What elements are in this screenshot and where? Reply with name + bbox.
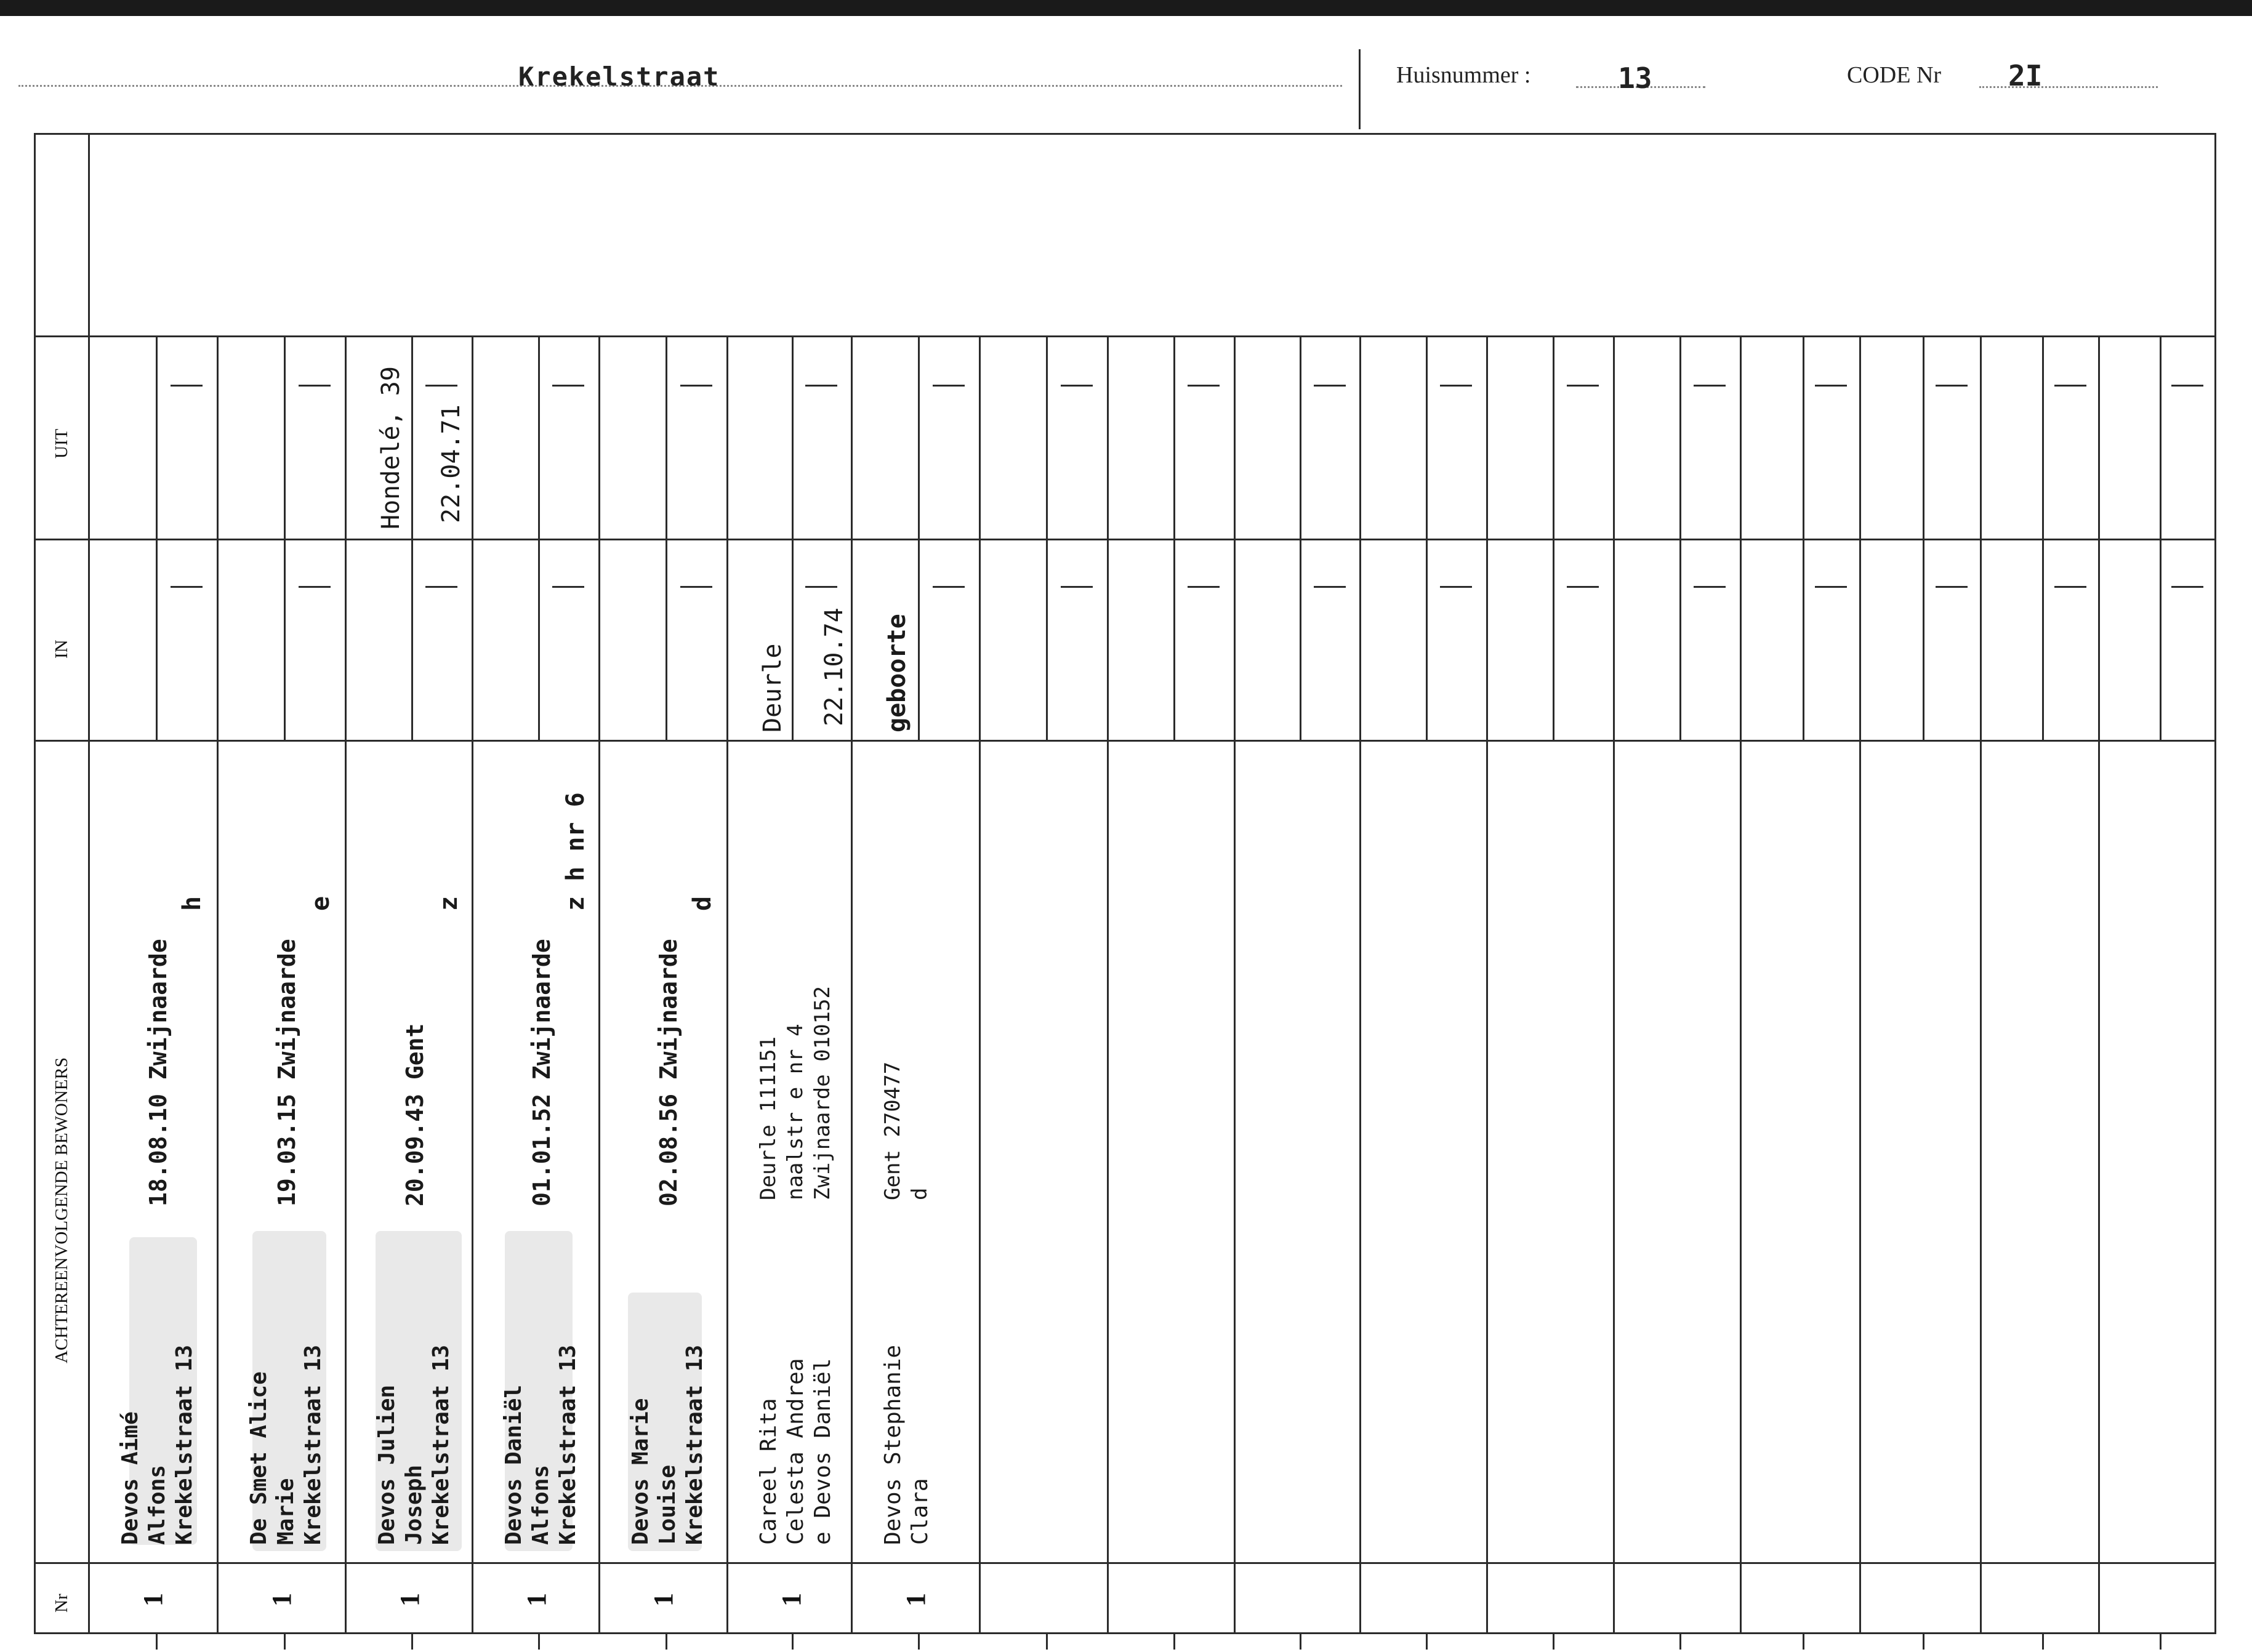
frame-right: [2214, 133, 2216, 1632]
subcolumn-divider: [666, 337, 667, 740]
header-divider: [1359, 49, 1361, 129]
resident-birth: 02.08.56 Zwijnaarde: [655, 939, 682, 1206]
subcolumn-divider: [538, 337, 540, 740]
subcolumn-divider: [792, 337, 794, 740]
subcolumn-divider: [1173, 337, 1175, 740]
empty-dash: [933, 586, 965, 588]
column-divider: [726, 335, 728, 1632]
column-divider: [1234, 335, 1236, 1632]
resident-birth: 18.08.10 Zwijnaarde: [145, 939, 172, 1206]
resident-name-line: Clara: [907, 1478, 933, 1545]
uit-label: UIT: [52, 428, 71, 459]
empty-dash: [1694, 385, 1726, 387]
bottom-tick: [156, 1632, 158, 1650]
column-divider: [598, 335, 600, 1632]
column-divider: [979, 335, 981, 1632]
resident-birth-line: Deurle 111151: [756, 1036, 781, 1200]
resident-name-line: Devos Stephanie: [880, 1344, 906, 1545]
empty-dash: [171, 385, 203, 387]
empty-dash: [680, 385, 712, 387]
resident-name-line: Alfons: [528, 1464, 553, 1545]
bottom-tick: [2042, 1632, 2044, 1650]
empty-dash: [171, 586, 203, 588]
subcolumn-divider: [156, 337, 158, 740]
code-value: 2I: [2008, 59, 2043, 92]
empty-dash: [933, 385, 965, 387]
resident-name-line: e Devos Daniël: [810, 1358, 835, 1545]
resident-nr: 1: [901, 1593, 931, 1606]
column-divider: [1359, 335, 1361, 1632]
resident-birth: 19.03.15 Zwijnaarde: [273, 939, 300, 1206]
resident-name-line: Alfons: [145, 1464, 170, 1545]
nr-label: Nr: [52, 1594, 71, 1613]
bottom-tick: [538, 1632, 540, 1650]
bottom-tick: [1679, 1632, 1681, 1650]
column-divider: [1486, 335, 1488, 1632]
frame-bottom: [34, 1632, 2216, 1634]
in-date: 22.10.74: [820, 607, 848, 726]
bottom-tick: [411, 1632, 413, 1650]
resident-name-line: Joseph: [401, 1464, 427, 1545]
empty-dash: [1815, 586, 1847, 588]
empty-dash: [1440, 385, 1472, 387]
subcolumn-divider: [1426, 337, 1428, 740]
resident-name-line: Careel Rita: [756, 1398, 781, 1545]
bottom-tick: [1300, 1632, 1301, 1650]
empty-dash: [1567, 586, 1599, 588]
empty-dash: [1314, 586, 1346, 588]
resident-birth-line: naalstr e nr 4: [783, 1024, 808, 1200]
empty-dash: [425, 385, 457, 387]
huisnummer-label: Huisnummer :: [1396, 62, 1531, 88]
resident-name-line: Marie: [273, 1478, 299, 1545]
empty-dash: [805, 385, 837, 387]
resident-nr: 1: [267, 1593, 297, 1606]
bottom-tick: [1173, 1632, 1175, 1650]
empty-dash: [2054, 586, 2086, 588]
resident-name-line: Krekelstraat 13: [300, 1344, 326, 1545]
column-divider: [1980, 335, 1982, 1632]
subcolumn-divider: [918, 337, 920, 740]
resident-birth-line: d: [907, 1187, 932, 1200]
subcolumn-divider: [1923, 337, 1924, 740]
bottom-tick: [1426, 1632, 1428, 1650]
resident-name-line: Devos Daniël: [501, 1384, 526, 1545]
empty-dash: [1694, 586, 1726, 588]
huisnummer-value: 13: [1618, 62, 1652, 95]
column-divider: [1740, 335, 1742, 1632]
label-col-divider: [88, 133, 90, 1632]
resident-name-line: Louise: [655, 1464, 680, 1545]
bottom-tick: [666, 1632, 667, 1650]
resident-name-line: Celesta Andrea: [783, 1358, 808, 1545]
subcolumn-divider: [1300, 337, 1301, 740]
resident-birth-line: Gent 270477: [880, 1061, 905, 1200]
column-divider: [851, 335, 853, 1632]
bottom-tick: [1046, 1632, 1048, 1650]
bottom-tick: [284, 1632, 286, 1650]
top-border: [0, 0, 2252, 16]
code-dotline: [1979, 86, 2158, 88]
empty-dash: [299, 586, 331, 588]
empty-dash: [1440, 586, 1472, 588]
empty-dash: [1188, 385, 1220, 387]
sep-bewoners-top: [34, 740, 2216, 742]
empty-dash: [2171, 586, 2203, 588]
column-divider: [217, 335, 219, 1632]
empty-dash: [1188, 586, 1220, 588]
in-place: Deurle: [758, 643, 787, 732]
in-place: geboorte: [883, 614, 911, 732]
empty-dash: [1815, 385, 1847, 387]
empty-dash: [552, 385, 584, 387]
empty-dash: [1936, 385, 1968, 387]
empty-dash: [2054, 385, 2086, 387]
subcolumn-divider: [2160, 337, 2162, 740]
uit-date: 22.04.71: [437, 404, 465, 523]
resident-birth: 20.09.43 Gent: [401, 1023, 428, 1206]
column-divider: [345, 335, 347, 1632]
empty-dash: [425, 586, 457, 588]
subcolumn-divider: [1046, 337, 1048, 740]
resident-note: z: [435, 896, 463, 911]
sep-in-top: [34, 539, 2216, 540]
empty-dash: [1936, 586, 1968, 588]
resident-nr: 1: [395, 1593, 425, 1606]
empty-dash: [2171, 385, 2203, 387]
bottom-tick: [1803, 1632, 1804, 1650]
resident-name-line: Devos Aimé: [118, 1411, 143, 1545]
subcolumn-divider: [1553, 337, 1554, 740]
uit-place: Hondelé, 39: [377, 366, 405, 529]
empty-dash: [552, 586, 584, 588]
resident-name-line: Devos Julien: [374, 1384, 400, 1545]
bewoners-label: ACHTEREENVOLGENDE BEWONERS: [52, 1057, 71, 1363]
resident-nr: 1: [138, 1593, 168, 1606]
subcolumn-divider: [411, 337, 413, 740]
empty-dash: [805, 586, 837, 588]
in-label: IN: [52, 640, 71, 659]
resident-name-line: Krekelstraat 13: [428, 1344, 454, 1545]
resident-note: h: [178, 896, 206, 911]
resident-name-line: Devos Marie: [628, 1398, 653, 1545]
frame-top: [34, 133, 2216, 135]
bottom-tick: [792, 1632, 794, 1650]
bottom-tick: [1923, 1632, 1924, 1650]
empty-dash: [1061, 586, 1093, 588]
resident-birth: 01.01.52 Zwijnaarde: [528, 939, 555, 1206]
column-divider: [2098, 335, 2100, 1632]
subcolumn-divider: [2042, 337, 2044, 740]
sep-uit-top: [34, 335, 2216, 337]
empty-dash: [1314, 385, 1346, 387]
empty-dash: [1567, 385, 1599, 387]
column-divider: [1613, 335, 1615, 1632]
subcolumn-divider: [284, 337, 286, 740]
resident-note: z h nr 6: [561, 792, 590, 911]
street-name: Krekelstraat: [518, 62, 720, 92]
bottom-tick: [1553, 1632, 1554, 1650]
bottom-tick: [2160, 1632, 2162, 1650]
subcolumn-divider: [1679, 337, 1681, 740]
resident-note: d: [688, 896, 717, 911]
subcolumn-divider: [1803, 337, 1804, 740]
sep-nr-top: [34, 1562, 2216, 1564]
frame-left: [34, 133, 36, 1632]
code-label: CODE Nr: [1847, 62, 1942, 88]
resident-name-line: Krekelstraat 13: [682, 1344, 707, 1545]
resident-name-line: Krekelstraat 13: [555, 1344, 581, 1545]
column-divider: [1107, 335, 1109, 1632]
resident-note: e: [307, 896, 335, 911]
resident-nr: 1: [648, 1593, 678, 1606]
resident-nr: 1: [776, 1593, 806, 1606]
bottom-tick: [918, 1632, 920, 1650]
empty-dash: [1061, 385, 1093, 387]
resident-name-line: De Smet Alice: [246, 1371, 271, 1545]
resident-name-line: Krekelstraat 13: [172, 1344, 197, 1545]
empty-dash: [680, 586, 712, 588]
column-divider: [1859, 335, 1861, 1632]
empty-dash: [299, 385, 331, 387]
resident-nr: 1: [521, 1593, 552, 1606]
column-divider: [472, 335, 473, 1632]
resident-birth-line: Zwijnaarde 010152: [810, 986, 835, 1200]
